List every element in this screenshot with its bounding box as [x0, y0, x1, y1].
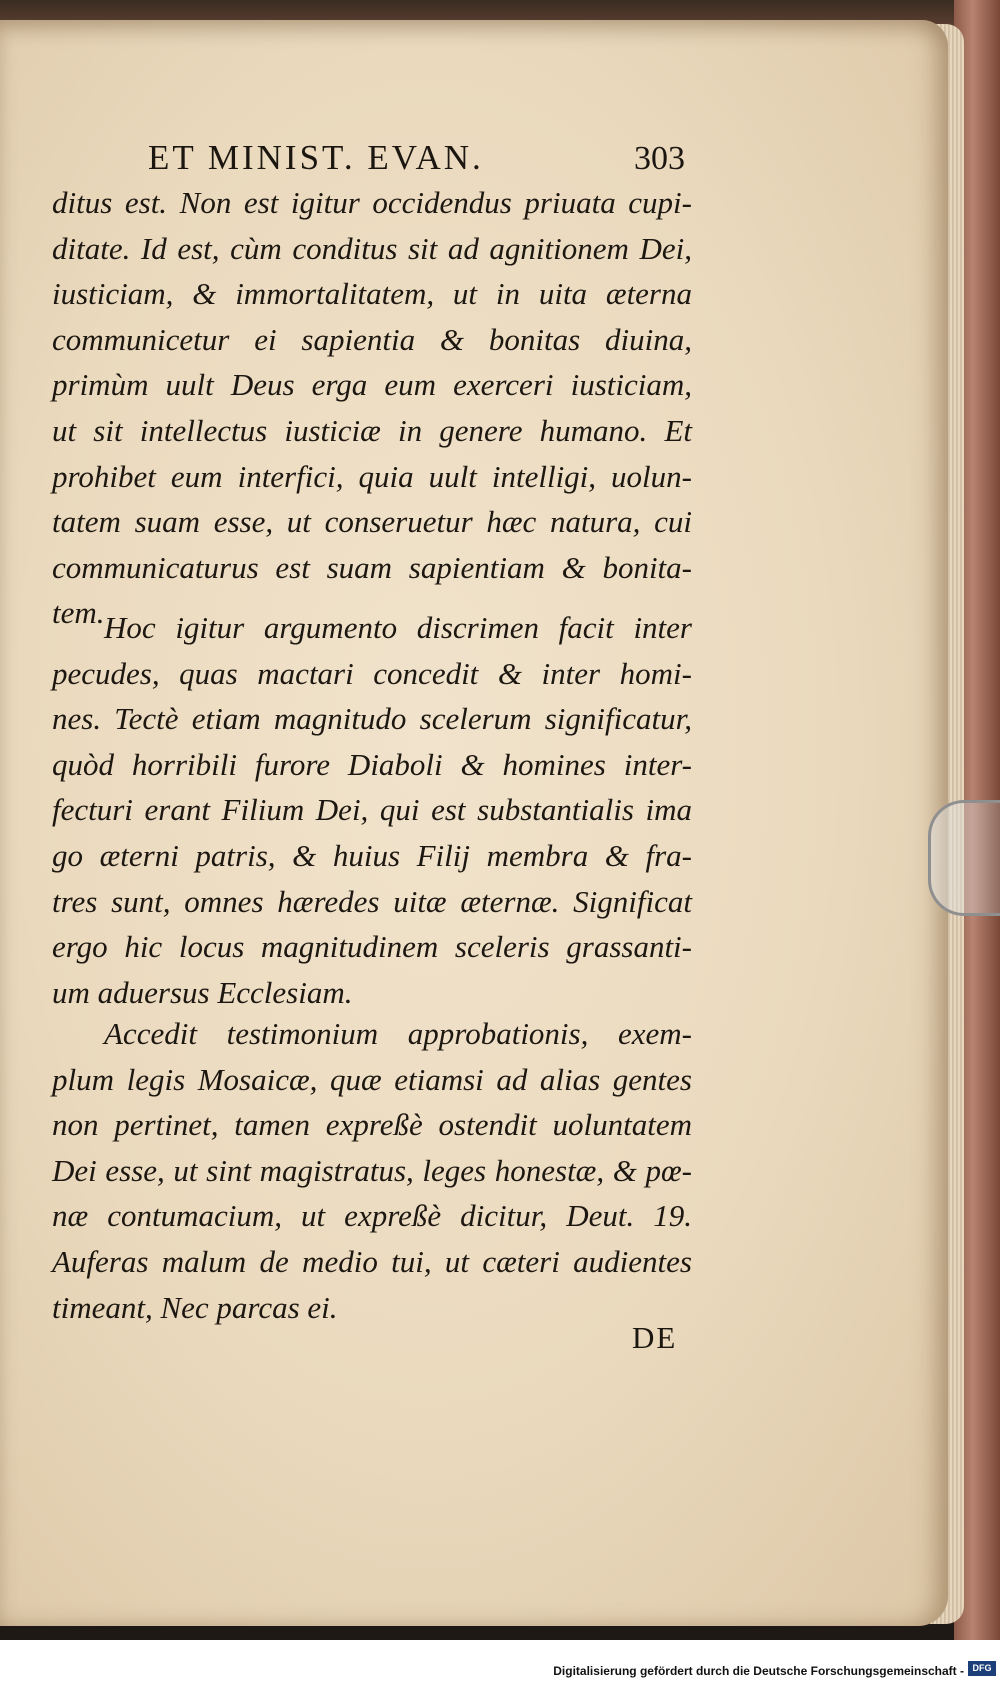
paragraph-1	[52, 180, 692, 636]
text-line: iusticiam, & immortalitatem, ut in uita æterna	[52, 276, 692, 312]
text-line: ditus est. Non est igitur occidendus priuata cupi-	[52, 185, 692, 220]
text-line: tem.	[52, 595, 105, 631]
text-line: Dei esse, ut sint magistratus, leges honestæ, & pœ-	[52, 1152, 692, 1188]
text-line: Auferas malum de medio tui, ut cæteri audientes	[52, 1243, 692, 1279]
dfg-logo-icon: DFG	[968, 1661, 996, 1676]
paragraph-2	[52, 605, 692, 1015]
text-line: plum legis Mosaicæ, quæ etiamsi ad alias gentes	[52, 1061, 692, 1097]
text-line: communicaturus est suam sapientiam & bonita-	[52, 549, 692, 585]
text-line: pecudes, quas mactari concedit & inter homi-	[52, 655, 692, 691]
text-line: prohibet eum interfici, quia uult intelligi, uolun-	[52, 458, 692, 494]
text-line: timeant, Nec parcas ei.	[52, 1289, 338, 1325]
text-line: communicetur ei sapientia & bonitas diuina,	[52, 321, 692, 357]
text-line: ditate. Id est, cùm conditus sit ad agnitionem Dei,	[52, 230, 692, 266]
text-line: non pertinet, tamen expreßè ostendit uoluntatem	[52, 1107, 692, 1143]
paragraph-3	[52, 1011, 692, 1330]
text-line: tres sunt, omnes hæredes uitæ æternæ. Significat	[52, 883, 692, 919]
text-line: Hoc igitur argumento discrimen facit inter	[104, 610, 692, 645]
catchword: DE	[632, 1320, 678, 1355]
text-line: ut sit intellectus iusticiæ in genere humano. Et	[52, 412, 692, 448]
page-number: 303	[634, 140, 685, 177]
text-line: fecturi erant Filium Dei, qui est substantialis ima	[52, 792, 692, 828]
text-line: um aduersus Ecclesiam.	[52, 974, 353, 1010]
page-clip	[928, 800, 1000, 916]
text-line: go æterni patris, & huius Filij membra & fra-	[52, 837, 692, 873]
text-line: nes. Tectè etiam magnitudo scelerum significatur,	[52, 701, 692, 737]
text-line: primùm uult Deus erga eum exerceri iusticiam,	[52, 367, 692, 403]
text-line: Accedit testimonium approbationis, exem-	[104, 1016, 692, 1051]
text-line: quòd horribili furore Diaboli & homines inter-	[52, 746, 692, 782]
running-head: ET MINIST. EVAN.	[148, 138, 484, 177]
text-line: ergo hic locus magnitudinem sceleris grassanti-	[52, 929, 692, 965]
funding-credit: Digitalisierung gefördert durch die Deutsche Forschungsgemeinschaft -	[553, 1664, 964, 1678]
text-line: tatem suam esse, ut conseruetur hæc natura, cui	[52, 504, 692, 540]
text-line: næ contumacium, ut expreßè dicitur, Deut. 19.	[52, 1198, 692, 1234]
